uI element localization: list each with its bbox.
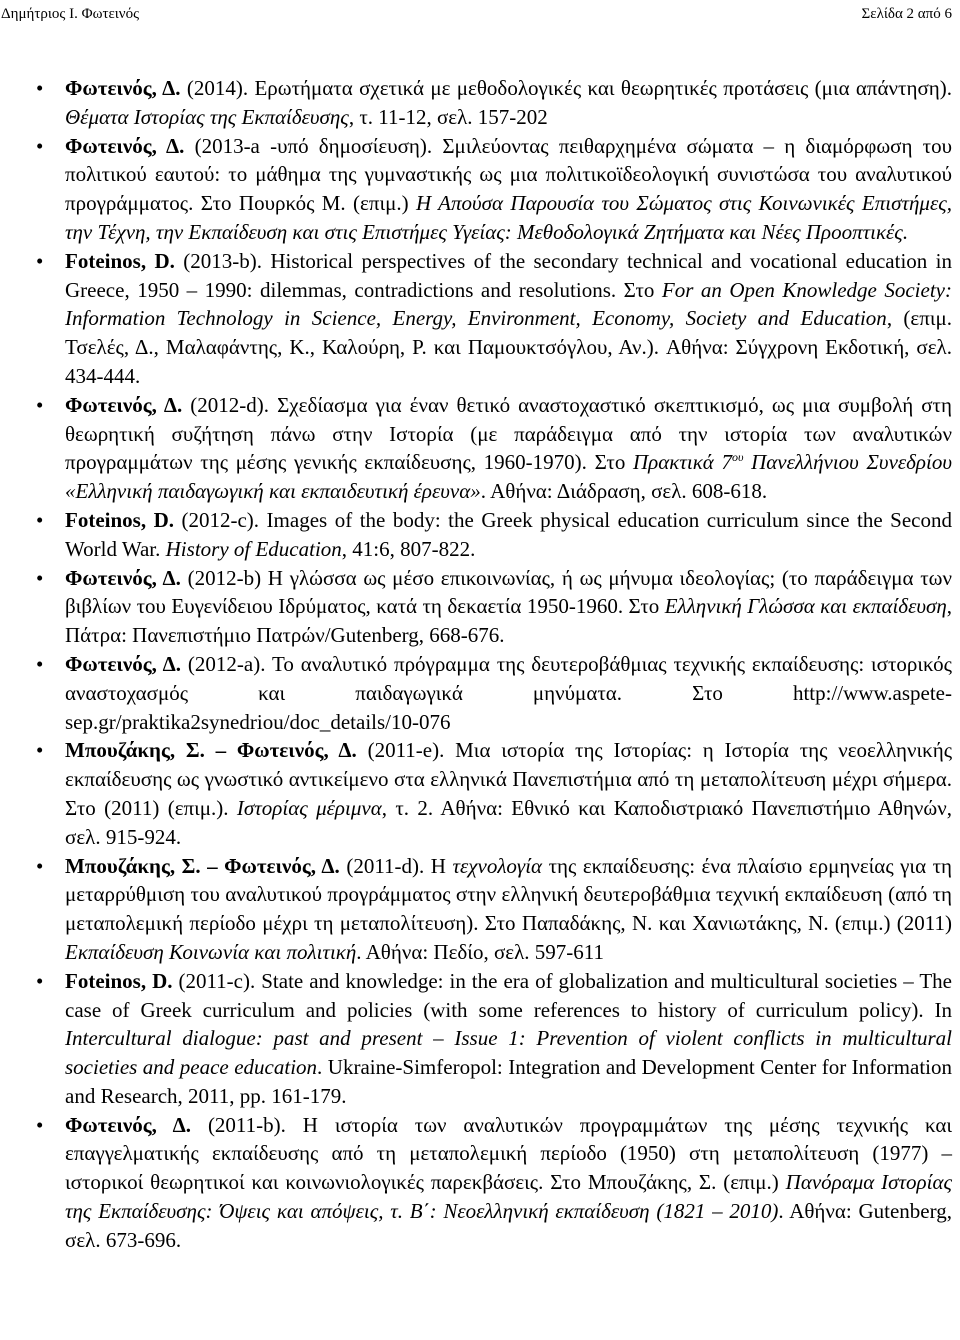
entry-text: Η — [424, 853, 453, 878]
bibliography-entry — [0, 506, 960, 564]
bullet-icon: • — [36, 76, 44, 100]
bullet-icon: • — [36, 738, 44, 763]
bullet-icon: • — [36, 248, 44, 273]
entry-text: Images of the body: the Greek physical education curriculum since the Second World War. — [65, 507, 952, 561]
bibliography-entry — [0, 391, 960, 506]
entry-author: Φωτεινός, Δ. — [65, 565, 181, 590]
entry-title-italic: Ελληνική Γλώσσα και εκπαίδευση — [664, 594, 947, 619]
header-page-number: Σελίδα 2 από 6 — [861, 6, 952, 22]
entry-text: Η ιστορία των αναλυτικών προγραμμάτων της μέσης τεχνικής και επαγγελματικής εκπαίδευσης από τη μεταπολεμική περίοδο (1950) στη μεταπολίτευση (1977) – ιστορικοί θεωρητικοί και κοινωνιολογικές παρεκβάσεις. Στο Μπουζάκης, Σ. (επιμ.) — [65, 1112, 953, 1195]
bullet-icon: • — [36, 651, 44, 676]
entry-text: Ερωτήματα σχετικά με μεθοδολογικές και θεωρητικές προτάσεις (μια απάντηση). — [248, 76, 952, 100]
entry-text: . Αθήνα: Gutenberg, σελ. 673-696. — [65, 1199, 952, 1252]
entry-author: Φωτεινός, Δ. — [65, 1112, 192, 1137]
entry-title-italic: Η Απούσα Παρουσία του Σώματος στις Κοινωνικές Επιστήμες, την Τέχνη, την Εκπαίδευση και στις Επιστήμες Υγείας: Μεθοδολογικά Ζητήματα και Νέες Προοπτικές. — [65, 191, 952, 244]
entry-superscript: ου — [731, 450, 744, 465]
entry-year: (2013-a -υπό δημοσίευση). — [184, 133, 433, 158]
entry-text: Σμιλεύοντας πειθαρχημένα σώματα – η διαμόρφωση του πολιτικού εαυτού: το μάθημα της γυμναστικής ως μια πολιτικοϊδεολογική συνιστώσα του αναλυτικού προγράμματος. Στο Πουρκός Μ. (επιμ.) — [65, 133, 952, 216]
bibliography-entry — [0, 247, 960, 391]
entry-year: (2011-c). — [172, 968, 256, 993]
bullet-icon: • — [36, 565, 44, 590]
entry-author: Φωτεινός, Δ. — [65, 392, 183, 417]
entry-year: (2012-a). — [181, 651, 266, 676]
entry-text: , τ. 2. Αθήνα: Εθνικό και Καποδιστριακό Πανεπιστήμιο Αθηνών, σελ. 915-924. — [65, 795, 952, 849]
entry-title-italic: Πανελλήνιου Συνεδρίου «Ελληνική παιδαγωγική και εκπαιδευτική έρευνα» — [65, 450, 952, 504]
bullet-icon: • — [36, 968, 44, 993]
bullet-icon: • — [36, 133, 44, 158]
entry-text: State and knowledge: in the era of globalization and multicultural societies – The case of Greek curriculum and policies (with some references to history of curriculum policy). In — [65, 968, 952, 1022]
bullet-icon: • — [36, 853, 44, 878]
bibliography-entry — [0, 852, 960, 967]
entry-text: Σχεδίασμα για έναν θετικό αναστοχαστικό σκεπτικισμό, ως μια συμβολή στη θεωρητική συζήτηση πάνω στην Ιστορία (με παράδειγμα από την ιστορία των αναλυτικών προγραμμάτων της μέσης γενικής εκπαίδευσης, 1960-1970). Στο — [65, 392, 952, 475]
entry-year: (2012-b) — [180, 565, 262, 590]
entry-title-italic: τεχνολογία — [452, 853, 543, 878]
entry-author: Φωτεινός, Δ. — [65, 133, 185, 158]
entry-title-italic: For an Open Knowledge Society: Information Technology in Science, Energy, Environment, Economy, Society and Education — [65, 277, 952, 331]
entry-title-italic: History of Education — [165, 536, 342, 561]
bibliography-entry — [0, 74, 960, 132]
entry-text: Historical perspectives of the secondary technical and vocational education in Greece, 1950 – 1990: dilemmas, contradictions and resolutions. Στο — [65, 248, 952, 302]
entry-text: , (επιμ. Τσελές, Δ., Μαλαφάντης, Κ., Καλούρη, Ρ. και Παμουκτσόγλου, Αν.). Αθήνα: Σύγχρονη Εκδοτική, σελ. 434-444. — [65, 306, 952, 388]
entry-year: (2012-d). — [182, 392, 270, 417]
entry-title-italic: Πανόραμα Ιστορίας της Εκπαίδευσης: Όψεις και απόψεις, τ. Β΄: Νεοελληνική εκπαίδευση (1821 – 2010) — [65, 1170, 953, 1224]
entry-text: . Αθήνα: Διάδραση, σελ. 608-618. — [480, 479, 768, 504]
bibliography-list — [0, 74, 960, 1255]
entry-title-italic: Εκπαίδευση Κοινωνία και πολιτική — [65, 939, 357, 964]
entry-title-italic: Ιστορίας μέριμνα — [236, 795, 382, 820]
entry-text: Το αναλυτικό πρόγραμμα της δευτεροβάθμιας τεχνικής εκπαίδευσης: ιστορικός αναστοχασμός και παιδαγωγικά μηνύματα. Στο http://www.aspete-sep.gr/praktika2synedriou/doc_details/10-076 — [65, 651, 952, 734]
entry-text: της εκπαίδευσης: ένα πλαίσιο ερμηνείας για τη μεταρρύθμιση του αναλυτικού προγράμματος στην ελληνική δευτεροβάθμια τεχνική εκπαίδευση (από τη μεταπολεμική περίοδο μέχρι τη μεταπολίτευση). Στο Παπαδάκης, Ν. και Χανιωτάκης, Ν. (επιμ.) (2011) — [65, 853, 953, 936]
entry-text: , 41:6, 807-822. — [341, 536, 476, 561]
entry-author: Foteinos, D. — [65, 507, 174, 532]
entry-author: Foteinos, D. — [65, 248, 175, 273]
entry-year: (2012-c). — [174, 507, 260, 532]
bibliography-entry — [0, 967, 960, 1111]
entry-author: Μπουζάκης, Σ. – Φωτεινός, Δ. — [65, 738, 357, 763]
bullet-icon: • — [36, 1112, 44, 1137]
entry-text: Η γλώσσα ως μέσο επικοινωνίας, ή ως μήνυμα ιδεολογίας; (το παράδειγμα των βιβλίων του Ευγενίδειου Ιδρύματος, κατά τη δεκαετία 1950-1960. Στο — [65, 565, 952, 619]
bibliography-entry — [0, 1111, 960, 1255]
entry-year: (2011-e). — [356, 738, 445, 763]
entry-author: Φωτεινός, Δ. — [65, 651, 182, 676]
bullet-icon: • — [36, 392, 44, 417]
bibliography-entry — [0, 736, 960, 851]
entry-author: Foteinos, D. — [65, 968, 173, 993]
bibliography-entry — [0, 564, 960, 650]
entry-author: Μπουζάκης, Σ. – Φωτεινός, Δ. — [65, 853, 340, 878]
entry-year: (2013-b). — [174, 248, 262, 273]
entry-year: (2011-b). — [191, 1112, 286, 1137]
entry-title-italic: Intercultural dialogue: past and present – Issue 1: Prevention of violent conflicts in multicultural societies and peace education — [65, 1026, 952, 1080]
entry-title-italic: Θέματα Ιστορίας της Εκπαίδευσης — [65, 104, 349, 129]
page-header — [0, 6, 960, 28]
bullet-icon: • — [36, 507, 44, 532]
entry-text: , τ. 11-12, σελ. 157-202 — [348, 104, 548, 129]
entry-year: (2011-d). — [339, 853, 425, 878]
entry-text: . Αθήνα: Πεδίο, σελ. 597-611 — [356, 939, 604, 964]
entry-text: . Ukraine-Simferopol: Integration and Development Center for Information and Research, 2011, pp. 161-179. — [65, 1055, 952, 1108]
entry-author: Φωτεινός, Δ. — [65, 76, 181, 100]
header-author: Δημήτριος Ι. Φωτεινός — [1, 6, 140, 22]
entry-text: , Πάτρα: Πανεπιστήμιο Πατρών/Gutenberg, 668-676. — [65, 594, 953, 648]
bibliography-entry — [0, 132, 960, 247]
entry-year: (2014). — [180, 76, 249, 100]
entry-text: Μια ιστορία της Ιστορίας: η Ιστορία της νεοελληνικής εκπαίδευσης ως γνωστικό αντικείμενο στα ελληνικά Πανεπιστήμια από τη μεταπολίτευση μέχρι σήμερα. Στο (2011) (επιμ.). — [65, 738, 953, 820]
entry-title-italic: Πρακτικά 7 — [633, 450, 732, 475]
bibliography-entry — [0, 650, 960, 736]
